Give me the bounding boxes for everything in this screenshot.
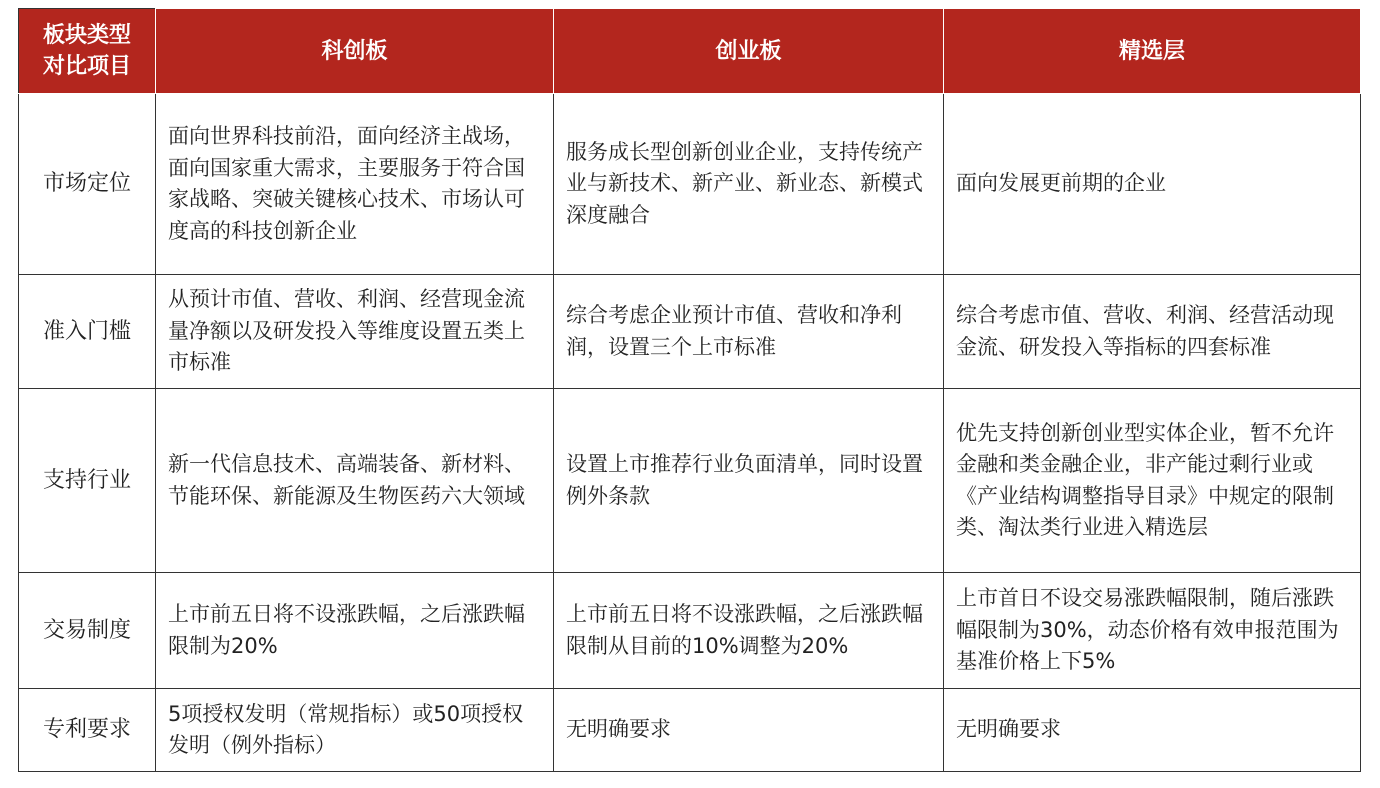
column-header-kechuang: 科创板 xyxy=(156,9,554,94)
comparison-table xyxy=(18,8,1361,772)
table-cell: 上市首日不设交易涨跌幅限制，随后涨跌幅限制为30%，动态价格有效申报范围为基准价格上下5% xyxy=(944,573,1361,689)
table-cell: 综合考虑企业预计市值、营收和净利润，设置三个上市标准 xyxy=(554,275,944,389)
table-cell: 服务成长型创新创业企业，支持传统产业与新技术、新产业、新业态、新模式深度融合 xyxy=(554,94,944,275)
table-cell: 综合考虑市值、营收、利润、经营活动现金流、研发投入等指标的四套标准 xyxy=(944,275,1361,389)
table-row xyxy=(19,94,1361,275)
table-cell: 5项授权发明（常规指标）或50项授权发明（例外指标） xyxy=(156,689,554,772)
corner-header xyxy=(19,9,156,94)
column-header-jingxuan: 精选层 xyxy=(944,9,1361,94)
row-label: 市场定位 xyxy=(19,94,156,275)
row-label: 准入门槛 xyxy=(19,275,156,389)
table-cell: 上市前五日将不设涨跌幅，之后涨跌幅限制为20% xyxy=(156,573,554,689)
corner-header-line1: 板块类型 xyxy=(42,23,131,48)
table-cell: 优先支持创新创业型实体企业，暂不允许金融和类金融企业，非产能过剩行业或《产业结构调整指导目录》中规定的限制类、淘汰类行业进入精选层 xyxy=(944,389,1361,573)
header-row xyxy=(19,9,1361,94)
row-label: 支持行业 xyxy=(19,389,156,573)
row-label: 交易制度 xyxy=(19,573,156,689)
corner-header-line2: 对比项目 xyxy=(42,54,131,79)
table-cell: 新一代信息技术、高端装备、新材料、节能环保、新能源及生物医药六大领域 xyxy=(156,389,554,573)
table-row xyxy=(19,389,1361,573)
table-row xyxy=(19,573,1361,689)
table-cell: 面向发展更前期的企业 xyxy=(944,94,1361,275)
table-row xyxy=(19,275,1361,389)
table-cell: 设置上市推荐行业负面清单，同时设置例外条款 xyxy=(554,389,944,573)
column-header-chuangye: 创业板 xyxy=(554,9,944,94)
table-row xyxy=(19,689,1361,772)
row-label: 专利要求 xyxy=(19,689,156,772)
table-cell: 面向世界科技前沿，面向经济主战场，面向国家重大需求，主要服务于符合国家战略、突破关键核心技术、市场认可度高的科技创新企业 xyxy=(156,94,554,275)
table-cell: 上市前五日将不设涨跌幅，之后涨跌幅限制从目前的10%调整为20% xyxy=(554,573,944,689)
table-cell: 无明确要求 xyxy=(554,689,944,772)
table-cell: 无明确要求 xyxy=(944,689,1361,772)
table-cell: 从预计市值、营收、利润、经营现金流量净额以及研发投入等维度设置五类上市标准 xyxy=(156,275,554,389)
